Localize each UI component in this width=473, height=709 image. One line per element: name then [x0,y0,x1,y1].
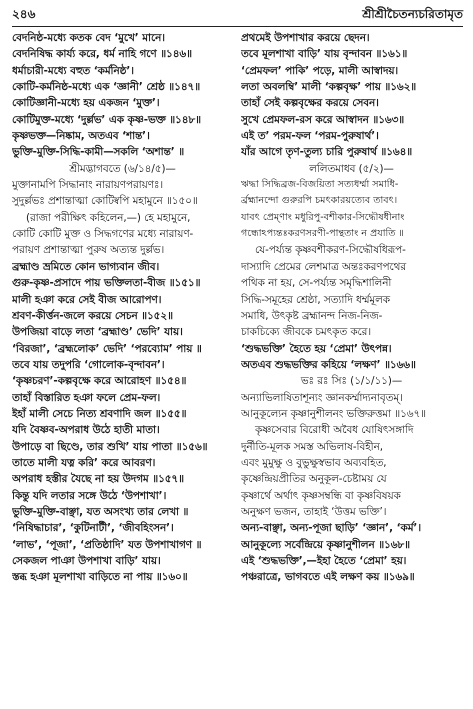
text-line: তাহাঁ বিস্তারিত হঞা ফলে প্রেম-ফল। [12,391,161,404]
text-line: দুর্নীতি-মূলক সমস্ত অভিলাষ-বিহীন, [241,440,383,453]
text-line: কৃষ্ণসেবার বিরোধী অবৈধ যোষিৎসঙ্গাদি [255,424,414,437]
text-line: যদি বৈষ্ণব-অপরাধ উঠে হাতী মাতা। [12,424,160,437]
text-line: অনুক্ষণ ভজন, তাহাই ‘উত্তম ভক্তি’। [241,505,387,518]
text-line: সমাধি, উৎকৃষ্ট ব্রহ্মানন্দ নিজ-নিজ- [241,309,383,322]
text-line: মুক্তানামপি সিদ্ধানাং নারায়ণপরায়ণঃ। [12,179,164,192]
text-line: আনুকূল্যেন কৃষ্ণানুশীলনং ভক্তিরুত্তমা ॥১৬৭॥ [241,407,427,420]
text-line: ঋদ্ধা সিদ্ধিব্রজ-বিজয়িতা সত্যধর্ম্মা সমাধি- [241,179,399,191]
text-line: গুরু-কৃষ্ণ-প্রসাদে পায় ভক্তিলতা-বীজ ॥১৫১॥ [12,277,201,290]
text-line: কোটি-কর্মনিষ্ঠ-মধ্যে এক ‘জ্ঞানী’ শ্রেষ্ঠ ॥১৪৭॥ [12,81,201,94]
text-line: ‘শুদ্ধভক্তি’ হৈতে হয় ‘প্রেমা’ উৎপন্ন। [241,342,392,355]
text-line: অন্যাভিলাষিতাশূন্যং জ্ঞানকর্ম্মাদ্যনাবৃতম্। [241,391,403,404]
text-line: অপরাধ হস্তীর যৈছে না হয় উদগম ॥১৫৭॥ [12,473,184,486]
text-line: তাতে মালী যত্ন করি’ করে আবরণ। [12,456,156,469]
text-line: চাকচিক্যে জীবকে চমৎকৃত করে। [241,326,372,339]
text-line: যাবৎ প্রেম্ণাং মধুরিপু-বশীকার-সিদ্ধৌষধীনাং [241,211,405,223]
citation-heading: ভঃ রঃ সিঃ (১/১/১১)— [300,375,403,388]
text-line: উপাড়ে বা ছিণ্ডে, তার শুখি’ যায় পাতা ॥১৫৬॥ [12,440,208,453]
text-line: কিন্তু যদি লতার সঙ্গে উঠে ‘উপশাখা’। [12,489,167,502]
header-rule [12,26,463,27]
text-line: ভুক্তি-মুক্তি-বাঞ্ছা, যত অসংখ্য তার লেখা ॥ [12,505,189,518]
text-line: এবং মুমুক্ষু ও বুভুক্ষুস্বভাব অব্যবহিত, [241,456,387,469]
text-line: (রাজা পরীক্ষিৎ কহিলেন,—) হে মহামুনে, [26,211,191,224]
text-line: র্ব্রহ্মানন্দো গুরুরপি চমৎকারয়ত্যেব তাবৎ। [241,195,398,207]
citation-heading: ললিতমাধব (৫/২)— [309,162,394,175]
text-line: লতা অবলম্বি’ মালী ‘কল্পবৃক্ষ’ পায় ॥১৬২॥ [241,81,417,94]
text-line: পথিক না হয়, সে-পর্য্যন্ত সমৃদ্ধিশালিনী [241,277,392,290]
text-line: সিদ্ধি-সমূহের শ্রেষ্ঠা, সত্যাদি ধর্ম্মমূলক [241,293,391,306]
running-title: শ্রীশ্রীচৈতন্যচরিতামৃত [362,7,463,21]
text-line: গন্ধোঽপ্যন্তঃকরণসরণী-পান্থতাং ন প্রযাতি ॥ [241,228,404,240]
text-line: অতএব শুদ্ধভক্তির কহিয়ে ‘লক্ষণ’ ॥১৬৬॥ [241,358,416,371]
text-line: কৃষ্ণার্থে অর্থাৎ কৃষ্ণসম্বন্ধি বা কৃষ্ণবিষয়ক [241,489,401,502]
text-line: পরায়ণ প্রশান্তাত্মা পুরুষ অত্যন্ত দুর্ল্লভ। [12,244,165,257]
text-line: পঞ্চরাত্রে, ভাগবতে এই লক্ষণ কয় ॥১৬৯॥ [241,571,415,584]
page-number: ২৪৬ [12,7,36,21]
text-line: ইহাঁ মালী সেচে নিত্য শ্রবণাদি জল ॥১৫৫॥ [12,407,187,420]
text-line: সুখে প্রেমফল-রস করে আস্বাদন ॥১৬৩॥ [241,113,405,126]
text-line: এই ত’ পরম-ফল ‘পরম-পুরুষার্থ’। [241,130,379,143]
text-line: ভুক্তি-মুক্তি-সিদ্ধি-কামী—সকলি ‘অশান্ত’ ॥ [12,146,185,159]
citation-heading: শ্রীমদ্ভাগবতে (৬/১৪/৫)— [69,162,176,175]
text-line: ধর্মাচারী-মধ্যে বহুত ‘কর্মনিষ্ঠ’। [12,64,134,77]
right-column [241,30,462,586]
text-line: ‘কৃষ্ণচরণ’-কল্পবৃক্ষে করে আরোহণ ॥১৫৪॥ [12,375,187,388]
left-column [12,30,233,586]
text-line: ‘লাভ’, ‘পূজা’, ‘প্রতিষ্ঠাদি’ যত উপশাখাগণ ॥ [12,538,202,551]
text-line: কোটিমুক্ত-মধ্যে ‘দুর্ল্লভ’ এক কৃষ্ণ-ভক্ত ॥১৪৮॥ [12,113,201,126]
text-line: কৃষ্ণেন্দ্রিয়প্রীতির অনুকূল-চেষ্টাময় যে [241,473,387,486]
text-line: শ্রবণ-কীর্ত্তন-জলে করয়ে সেচন ॥১৫২॥ [12,309,173,322]
text-line: বেদনিষিদ্ধ কার্য্য করে, ধর্ম নাহি গণে ॥১৪৬॥ [12,48,192,61]
text-line: দাস্যাদি প্রেমের লেশমাত্র অন্তঃকরণপথের [241,260,406,273]
text-columns [12,30,463,586]
text-line: কোটি কোটি মুক্ত ও সিদ্ধগণের মধ্যে নারায়ণ- [12,228,194,241]
text-line: আনুকূল্যে সর্বেন্দ্রিয়ে কৃষ্ণানুশীলন ॥১৬৮॥ [241,538,410,551]
text-line: যে-পর্য্যন্ত কৃষ্ণবশীকরণ-সিদ্ধৌষধিরূপ- [255,244,406,257]
text-line: অন্য-বাঞ্ছা, অন্য-পূজা ছাড়ি’ ‘জ্ঞান’, ‘কর্ম’। [241,522,422,535]
text-line: সুদুর্ল্লভঃ প্রশান্তাত্মা কোটিষ্বপি মহামুনে ॥১৫০॥ [12,195,198,208]
text-line: ‘বিরজা’, ‘ব্রহ্মলোক’ ভেদি’ ‘পরব্যোম’ পায় ॥ [12,342,202,355]
text-line: বেদনিষ্ঠ-মধ্যে কতক বেদ ‘মুখে’ মানে। [12,32,165,44]
text-line: প্রথমেই উপশাখার করয়ে ছেদন। [241,32,370,44]
text-line: ‘প্রেমফল’ পাকি’ পড়ে, মালী আস্বাদয়। [241,64,399,77]
text-line: এই ‘শুদ্ধভক্তি’,—ইহা হৈতে ‘প্রেমা’ হয়। [241,555,407,567]
text-line: যাঁর আগে তৃণ-তুল্য চারি পুরুষার্থ ॥১৬৪॥ [241,146,413,159]
text-line: স্তব্ধ হঞা মূলশাখা বাড়িতে না পায় ॥১৬০॥ [12,571,188,584]
text-line: উপজিয়া বাড়ে লতা ‘ব্রহ্মাণ্ড’ ভেদি’ যায়। [12,326,183,339]
text-line: তাহাঁ সেই কল্পবৃক্ষের করয়ে সেবন। [241,97,379,110]
text-line: কৃষ্ণভক্ত—নিষ্কাম, অতএব ‘শান্ত’। [12,130,150,143]
text-line: সেকজল পাঞা উপশাখা বাড়ি’ যায়। [12,555,161,567]
text-line: তবে মূলশাখা বাড়ি’ যায় বৃন্দাবন ॥১৬১॥ [241,48,408,61]
page-header [12,6,463,24]
text-line: মালী হঞা করে সেই বীজ আরোপণ। [12,293,162,306]
text-line: ব্রহ্মাণ্ড ভ্রমিতে কোন ভাগ্যবান জীব। [12,260,160,273]
text-line: ‘নিষিদ্ধাচার’, ‘কুটিনাটী’, ‘জীবহিংসন’। [12,522,174,535]
text-line: কোটিজ্ঞানী-মধ্যে হয় একজন ‘মুক্ত’। [12,97,160,110]
text-line: তবে যায় তদুপরি ‘গোলোক-বৃন্দাবন’। [12,358,165,371]
